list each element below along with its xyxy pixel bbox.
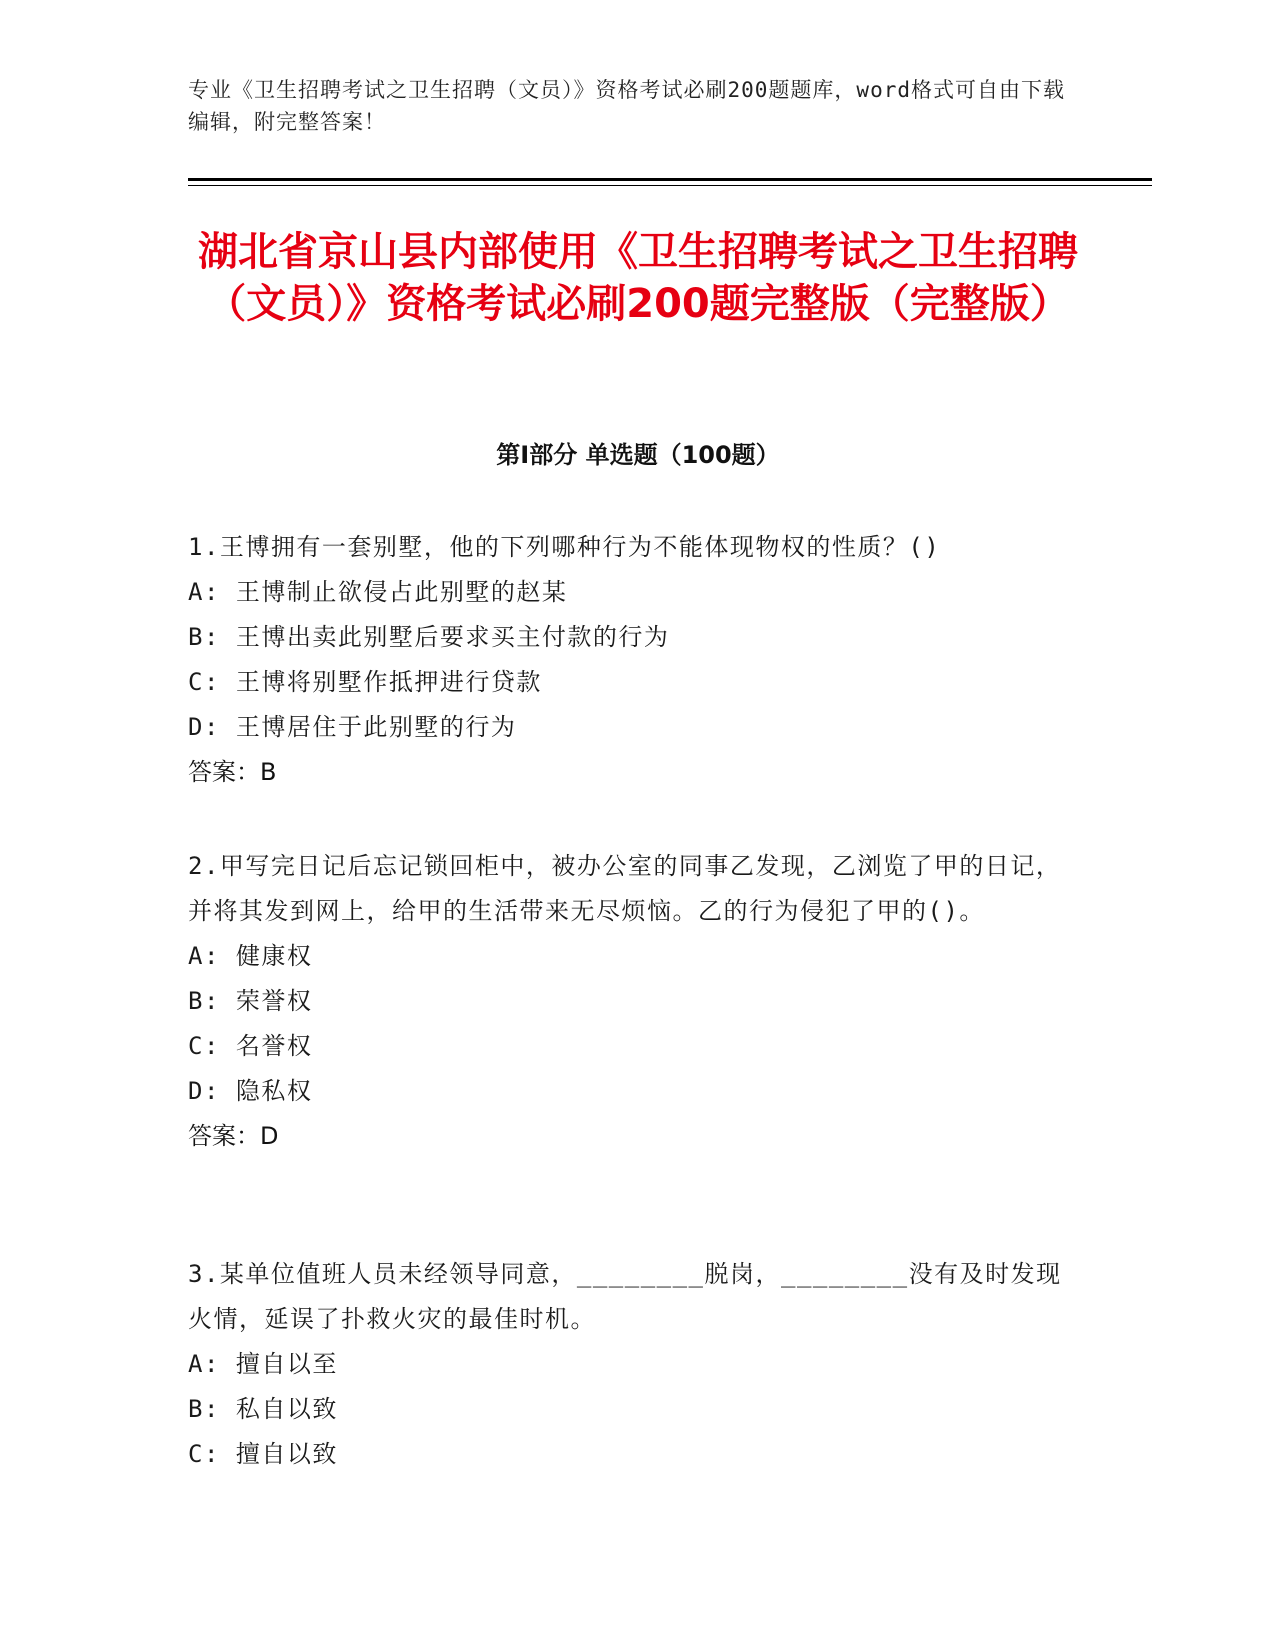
option-b: B: 荣誉权 [188, 987, 313, 1015]
header-divider-thick [188, 178, 1152, 181]
question-stem: 3.某单位值班人员未经领导同意，________脱岗，________没有及时发现火情，延误了扑救火灾的最佳时机。 [188, 1260, 1062, 1333]
option-d: D: 王博居住于此别墅的行为 [188, 713, 517, 741]
option-a: A: 健康权 [188, 942, 313, 970]
header-divider-thin [188, 185, 1152, 186]
document-title: 湖北省京山县内部使用《卫生招聘考试之卫生招聘（文员）》资格考试必刷200题完整版（完整版） [198, 229, 1078, 327]
question-2 [188, 844, 1068, 1159]
option-b: B: 私自以致 [188, 1395, 338, 1423]
option-c: C: 名誉权 [188, 1032, 313, 1060]
question-stem: 2.甲写完日记后忘记锁回柜中，被办公室的同事乙发现，乙浏览了甲的日记，并将其发到网上，给甲的生活带来无尽烦恼。乙的行为侵犯了甲的()。 [188, 852, 1062, 925]
option-a: A: 擅自以至 [188, 1350, 338, 1378]
option-c: C: 王博将别墅作抵押进行贷款 [188, 668, 542, 696]
header-note: 专业《卫生招聘考试之卫生招聘（文员）》资格考试必刷200题题库，word格式可自由下载编辑，附完整答案！ [188, 78, 1065, 134]
option-b: B: 王博出卖此别墅后要求买主付款的行为 [188, 623, 670, 651]
question-1 [188, 525, 1068, 795]
option-d: D: 隐私权 [188, 1077, 313, 1105]
question-3 [188, 1252, 1068, 1477]
answer: 答案：B [188, 758, 277, 786]
option-a: A: 王博制止欲侵占此别墅的赵某 [188, 578, 568, 606]
option-c: C: 擅自以致 [188, 1440, 338, 1468]
question-stem: 1.王博拥有一套别墅，他的下列哪种行为不能体现物权的性质？() [188, 533, 941, 561]
section-heading: 第Ⅰ部分 单选题（100题） [496, 441, 780, 469]
answer: 答案：D [188, 1122, 279, 1150]
